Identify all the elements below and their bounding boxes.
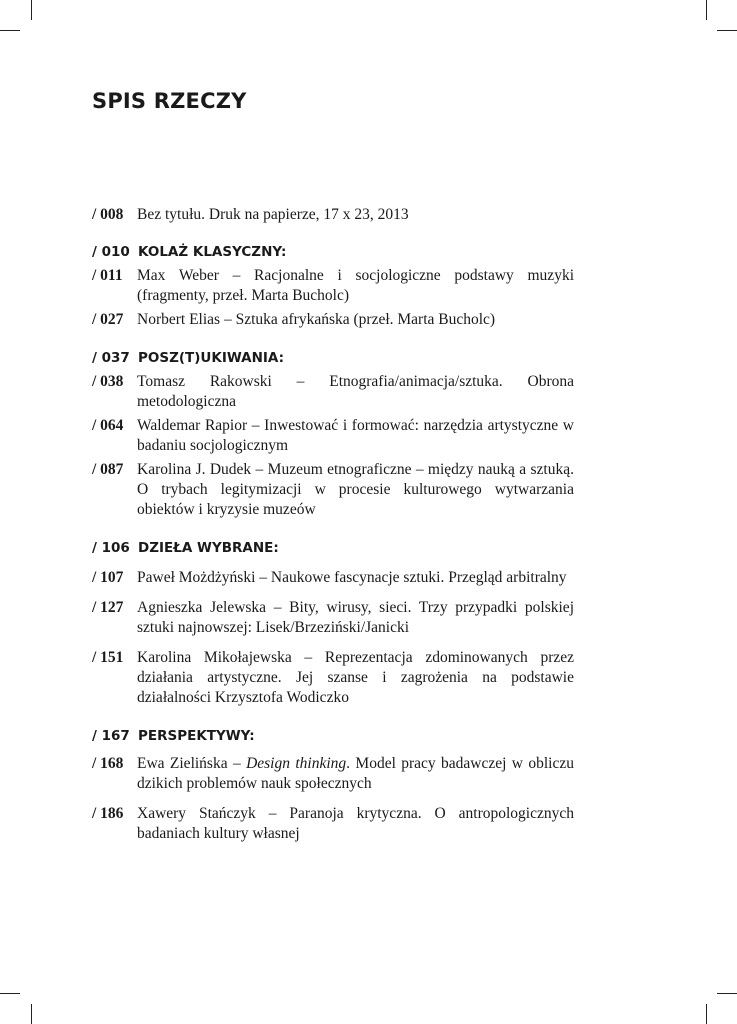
crop-mark-top-right-horizontal bbox=[717, 30, 737, 31]
toc-section-title: DZIEŁA WYBRANE: bbox=[138, 540, 279, 556]
toc-entry bbox=[92, 310, 574, 330]
toc-section-title: KOLAŻ KLASYCZNY: bbox=[138, 244, 287, 260]
toc-page-number: / 186 bbox=[92, 805, 124, 822]
toc-page-number: / 008 bbox=[92, 206, 124, 223]
toc-entry bbox=[92, 804, 574, 844]
toc-entry-text: Norbert Elias – Sztuka afrykańska (przeł. Marta Bucholc) bbox=[137, 311, 496, 328]
toc-section-number: / 010 bbox=[92, 244, 130, 260]
toc-page-number: / 038 bbox=[92, 373, 124, 390]
toc-entry-text: Bez tytułu. Druk na papierze, 17 x 23, 2013 bbox=[137, 206, 409, 223]
toc-section-heading bbox=[92, 350, 574, 366]
toc-entry bbox=[92, 266, 574, 306]
toc-page-number: / 168 bbox=[92, 755, 124, 772]
crop-mark-top-left-horizontal bbox=[0, 30, 20, 31]
toc-page-number: / 064 bbox=[92, 417, 124, 434]
toc-entry bbox=[92, 598, 574, 638]
toc-section-heading bbox=[92, 244, 574, 260]
toc-entry bbox=[92, 648, 574, 708]
toc-entry bbox=[92, 460, 574, 520]
toc-entry-title-rest: . Model pracy badawczej w obliczu dzikich problemów nauk społecznych bbox=[137, 755, 574, 792]
toc-entry-intro bbox=[92, 205, 574, 225]
toc-entry-text: Tomasz Rakowski – Etnografia/animacja/sztuka. Obrona metodologiczna bbox=[137, 373, 574, 410]
toc-entry-italic-title: Design thinking bbox=[246, 755, 347, 772]
toc-page-number: / 087 bbox=[92, 461, 124, 478]
crop-mark-bottom-left-horizontal bbox=[0, 993, 20, 994]
crop-mark-top-right-vertical bbox=[706, 0, 707, 20]
crop-mark-bottom-right-horizontal bbox=[717, 993, 737, 994]
toc-entry-text: Waldemar Rapior – Inwestować i formować: narzędzia artystyczne w badaniu socjologicznym bbox=[137, 417, 574, 454]
toc-entry-text: Karolina Mikołajewska – Reprezentacja zdominowanych przez działania artystyczne. Jej szanse i zagrożenia na podstawie działalności Krzysztofa Wodiczko bbox=[137, 649, 574, 706]
toc-section-number: / 106 bbox=[92, 540, 130, 556]
toc-section-heading bbox=[92, 728, 574, 744]
toc-page-number: / 107 bbox=[92, 569, 124, 586]
crop-mark-top-left-vertical bbox=[31, 0, 32, 20]
toc-page-number: / 127 bbox=[92, 599, 124, 616]
toc-section-title: POSZ(T)UKIWANIA: bbox=[138, 350, 285, 366]
toc-entry-text: Max Weber – Racjonalne i socjologiczne podstawy muzyki (fragmenty, przeł. Marta Bucholc) bbox=[137, 267, 574, 304]
page-title: SPIS RZECZY bbox=[92, 89, 247, 113]
toc-entry bbox=[92, 568, 574, 588]
toc-page-number: / 011 bbox=[92, 267, 123, 284]
toc-entry-text bbox=[137, 754, 574, 794]
toc-entry-text: Agnieszka Jelewska – Bity, wirusy, sieci. Trzy przypadki polskiej sztuki najnowszej: Lisek/Brzeziński/Janicki bbox=[137, 599, 574, 636]
crop-mark-bottom-left-vertical bbox=[31, 1004, 32, 1024]
toc-page-number: / 151 bbox=[92, 649, 124, 666]
toc-entry-text: Xawery Stańczyk – Paranoja krytyczna. O antropologicznych badaniach kultury własnej bbox=[137, 805, 574, 842]
toc-page-number: / 027 bbox=[92, 311, 124, 328]
toc-section-heading bbox=[92, 540, 574, 556]
crop-mark-bottom-right-vertical bbox=[706, 1004, 707, 1024]
toc-section-number: / 167 bbox=[92, 728, 130, 744]
toc-entry-text: Paweł Możdżyński – Naukowe fascynacje sztuki. Przegląd arbitralny bbox=[137, 569, 567, 586]
toc-entry bbox=[92, 372, 574, 412]
toc-entry-author: Ewa Zielińska – bbox=[137, 755, 247, 772]
table-of-contents bbox=[92, 205, 574, 844]
toc-entry bbox=[92, 416, 574, 456]
toc-entry bbox=[92, 754, 574, 794]
toc-section-number: / 037 bbox=[92, 350, 130, 366]
toc-entry-text: Karolina J. Dudek – Muzeum etnograficzne – między nauką a sztuką. O trybach legitymizacji w procesie kulturowego wytwarzania obiektów i kryzysie muzeów bbox=[137, 461, 574, 518]
toc-section-title: PERSPEKTYWY: bbox=[138, 728, 255, 744]
